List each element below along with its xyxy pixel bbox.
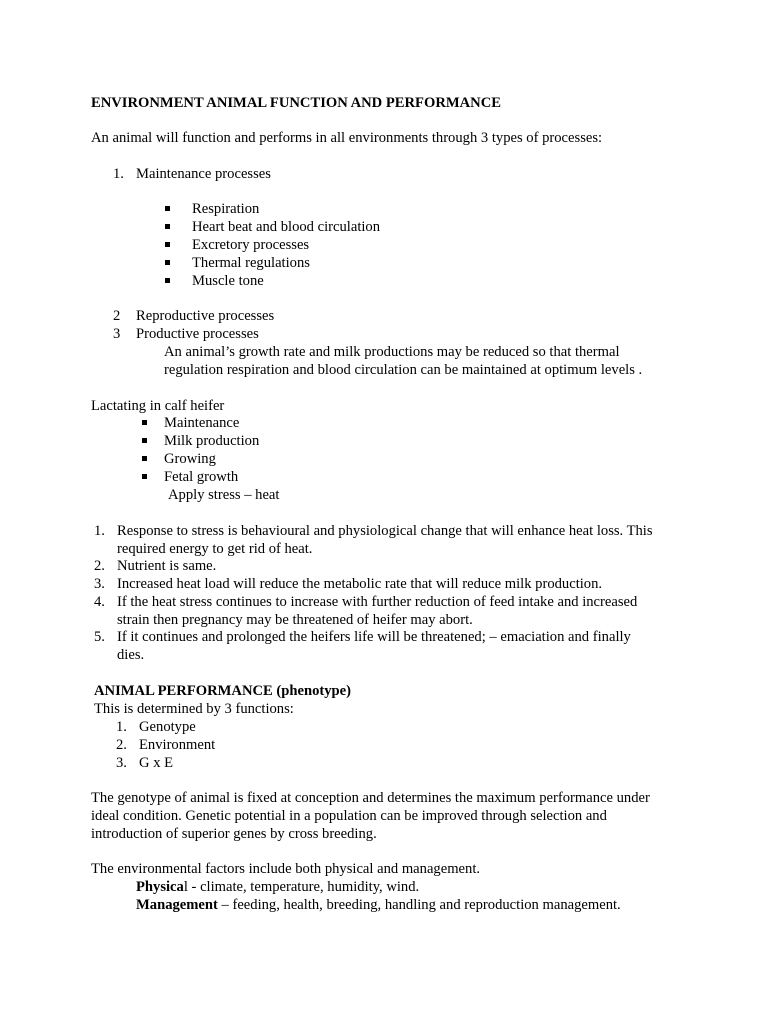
process-3-number: 3 — [113, 326, 121, 342]
maintenance-item-heartbeat: Heart beat and blood circulation — [192, 219, 381, 235]
heifer-item-milk: Milk production — [164, 433, 260, 449]
response-3-number: 3. — [94, 576, 105, 592]
response-3-line-1: Increased heat load will reduce the metabolic rate that will reduce milk production. — [117, 576, 603, 592]
maintenance-item-respiration: Respiration — [192, 201, 260, 217]
response-1-line-1: Response to stress is behavioural and physiological change that will enhance heat loss. This — [117, 523, 653, 539]
genotype-para-line-3: introduction of superior genes by cross breeding. — [91, 826, 377, 842]
heifer-item-growing: Growing — [164, 451, 216, 467]
bullet-marker — [165, 224, 170, 229]
maintenance-item-thermal: Thermal regulations — [192, 255, 310, 271]
bullet-marker — [142, 456, 147, 461]
process-1-number: 1. — [113, 166, 124, 182]
response-1-line-2: required energy to get rid of heat. — [117, 541, 313, 557]
performance-intro: This is determined by 3 functions: — [94, 701, 294, 717]
doc-title: ENVIRONMENT ANIMAL FUNCTION AND PERFORMANCE — [91, 95, 501, 111]
bullet-marker — [165, 278, 170, 283]
bullet-marker — [142, 420, 147, 425]
response-4-number: 4. — [94, 594, 105, 610]
maintenance-item-excretory: Excretory processes — [192, 237, 310, 253]
process-2-number: 2 — [113, 308, 121, 324]
maintenance-item-muscle: Muscle tone — [192, 273, 264, 289]
heifer-stress: Apply stress – heat — [168, 487, 280, 503]
env-factors-intro: The environmental factors include both physical and management. — [91, 861, 481, 877]
performance-1-number: 1. — [116, 719, 127, 735]
bullet-marker — [165, 206, 170, 211]
response-5-line-1: If it continues and prolonged the heifers life will be threatened; – emaciation and finally — [117, 629, 631, 645]
productive-note-line-1: An animal’s growth rate and milk productions may be reduced so that thermal — [164, 344, 620, 360]
physical-term-bold: Physica — [136, 879, 184, 895]
response-5-number: 5. — [94, 629, 105, 645]
intro-paragraph: An animal will function and performs in all environments through 3 types of processes: — [91, 130, 603, 146]
response-2-number: 2. — [94, 558, 105, 574]
response-2-line-1: Nutrient is same. — [117, 558, 217, 574]
performance-1-label: Genotype — [139, 719, 196, 735]
heifer-item-fetal: Fetal growth — [164, 469, 239, 485]
management-factors — [136, 896, 621, 914]
response-4-line-1: If the heat stress continues to increase with further reduction of feed intake and increased — [117, 594, 638, 610]
response-1-number: 1. — [94, 523, 105, 539]
genotype-para-line-2: ideal condition. Genetic potential in a population can be improved through selection and — [91, 808, 607, 824]
physical-term-rest: l — [183, 879, 188, 895]
bullet-marker — [142, 438, 147, 443]
process-1-label: Maintenance processes — [136, 166, 271, 182]
bullet-marker — [165, 242, 170, 247]
management-text: – feeding, health, breeding, handling and reproduction management. — [217, 897, 621, 913]
heifer-item-maintenance: Maintenance — [164, 415, 240, 431]
performance-2-number: 2. — [116, 737, 127, 753]
performance-3-label: G x E — [139, 755, 174, 771]
physical-text: - climate, temperature, humidity, wind. — [187, 879, 420, 895]
management-term: Management — [136, 897, 218, 913]
response-5-line-2: dies. — [117, 647, 145, 663]
process-2-label: Reproductive processes — [136, 308, 275, 324]
process-3-label: Productive processes — [136, 326, 259, 342]
physical-factors — [136, 878, 419, 896]
bullet-marker — [142, 474, 147, 479]
bullet-marker — [165, 260, 170, 265]
productive-note-line-2: regulation respiration and blood circulation can be maintained at optimum levels . — [164, 362, 643, 378]
performance-2-label: Environment — [139, 737, 216, 753]
response-4-line-2: strain then pregnancy may be threatened of heifer may abort. — [117, 612, 473, 628]
performance-heading: ANIMAL PERFORMANCE (phenotype) — [94, 683, 352, 699]
genotype-para-line-1: The genotype of animal is fixed at conception and determines the maximum performance under — [91, 790, 650, 806]
performance-3-number: 3. — [116, 755, 127, 771]
heifer-heading: Lactating in calf heifer — [91, 398, 225, 414]
